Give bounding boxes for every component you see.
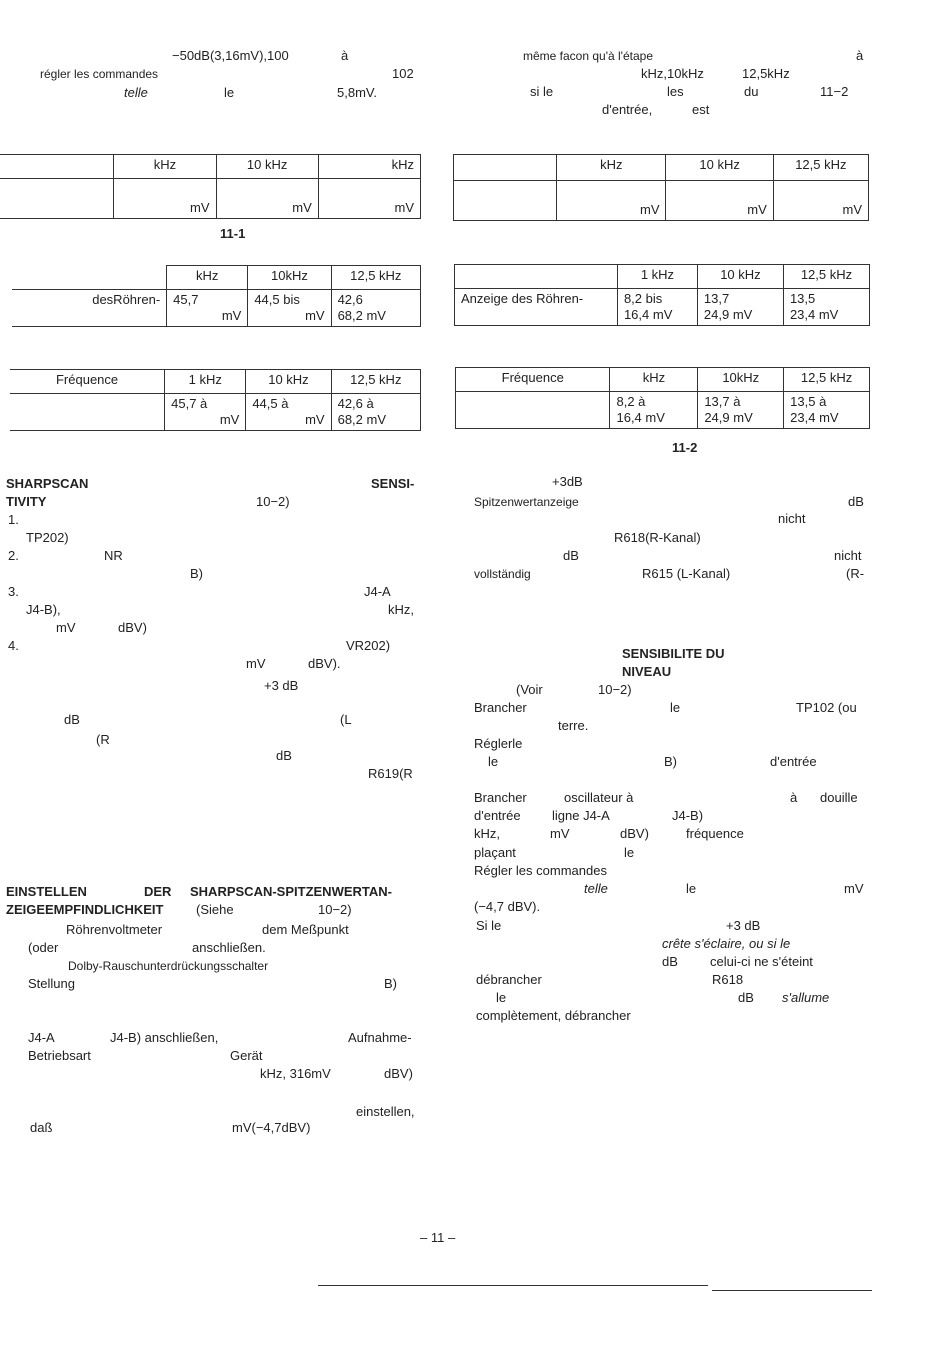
table-cell: 12,5 kHz xyxy=(773,155,868,181)
cell-line: 45,7 à xyxy=(171,396,208,411)
table-row xyxy=(454,181,869,221)
text: dB xyxy=(563,548,579,563)
table-cell xyxy=(10,394,165,431)
table-row xyxy=(10,370,421,394)
text: einstellen, xyxy=(356,1104,415,1119)
table-cell: 10 kHz xyxy=(697,265,783,289)
section-heading: NIVEAU xyxy=(622,664,672,679)
text: Spitzenwertanzeige xyxy=(474,495,579,509)
cell-line: 24,9 mV xyxy=(703,307,753,322)
table-cell: 1 kHz xyxy=(165,370,246,394)
cell-line: 8,2 à xyxy=(616,394,646,409)
table-1 xyxy=(0,154,421,219)
text: R619(R xyxy=(368,766,413,781)
table-cell: mV xyxy=(773,181,868,221)
text: dB xyxy=(848,494,864,509)
text: J4-B) anschließen, xyxy=(110,1030,219,1045)
cell-line: 23,4 mV xyxy=(789,307,839,322)
cell-line: 13,7 à xyxy=(704,394,741,409)
text: telle xyxy=(584,881,608,896)
text: le xyxy=(488,754,499,769)
table-row xyxy=(12,266,421,290)
table-cell: 10 kHz xyxy=(246,370,331,394)
text: le xyxy=(496,990,507,1005)
text: dBV) xyxy=(118,620,147,635)
text: du xyxy=(744,84,759,99)
text: dB xyxy=(662,954,678,969)
text: si le xyxy=(530,84,554,99)
table-cell: kHz xyxy=(167,266,248,290)
cell-line: 23,4 mV xyxy=(790,410,839,425)
text: dBV) xyxy=(620,826,649,841)
table-cell: 12,5 kHz xyxy=(331,266,420,290)
section-heading: SHARPSCAN-SPITZENWERTAN- xyxy=(190,884,392,899)
table-cell: mV xyxy=(557,181,666,221)
text: TP102 (ou xyxy=(796,700,857,715)
text: fréquence xyxy=(686,826,744,841)
text: 5,8mV. xyxy=(337,85,377,100)
text: dB xyxy=(64,712,80,727)
table-cell xyxy=(784,392,870,429)
text: +3dB xyxy=(552,474,583,489)
table-cell: kHz xyxy=(610,368,698,392)
text: à xyxy=(790,790,798,805)
text: (R xyxy=(96,732,110,747)
table-cell xyxy=(610,392,698,429)
text: terre. xyxy=(558,718,589,733)
text: 11−2 xyxy=(820,84,849,99)
text: J4-B), xyxy=(26,602,61,617)
table-3 xyxy=(12,265,421,327)
section-heading: SENSIBILITE DU xyxy=(622,646,725,661)
text: Betriebsart xyxy=(28,1048,91,1063)
text: mV xyxy=(246,656,266,671)
table-cell: 10 kHz xyxy=(216,155,318,179)
table-cell xyxy=(167,290,248,327)
text: mV xyxy=(550,826,570,841)
text: celui-ci ne s'éteint xyxy=(710,954,813,969)
table-cell: 10kHz xyxy=(248,266,331,290)
table-row xyxy=(454,155,869,181)
text: Röhrenvoltmeter xyxy=(66,922,163,937)
table-cell xyxy=(455,265,618,289)
table-cell xyxy=(617,289,697,326)
table-row xyxy=(455,289,870,326)
text: R618(R-Kanal) xyxy=(614,530,701,545)
cell-line: 44,5 à xyxy=(252,396,289,411)
cell-line: 13,7 xyxy=(703,291,730,306)
table-row xyxy=(455,265,870,289)
text: dB xyxy=(738,990,754,1005)
text: (Siehe xyxy=(196,902,234,917)
text: 10−2) xyxy=(318,902,352,917)
table-cell xyxy=(331,290,420,327)
text: +3 dB xyxy=(726,918,761,933)
table-row xyxy=(12,290,421,327)
table-cell xyxy=(248,290,331,327)
table-2 xyxy=(453,154,869,221)
table-cell: 10kHz xyxy=(698,368,784,392)
text: telle xyxy=(124,85,148,100)
table-cell xyxy=(783,289,869,326)
table-cell xyxy=(165,394,246,431)
table-cell xyxy=(454,181,557,221)
text: Si le xyxy=(476,918,502,933)
table-cell xyxy=(0,179,114,219)
text: (L xyxy=(340,712,352,727)
table-cell xyxy=(698,392,784,429)
page-number: – 11 – xyxy=(420,1230,456,1245)
table-cell xyxy=(12,266,167,290)
text: dBV) xyxy=(384,1066,413,1081)
cell-line: 16,4 mV xyxy=(616,410,665,425)
cell-line: 13,5 à xyxy=(790,394,827,409)
text: douille xyxy=(820,790,858,805)
text: 12,5kHz xyxy=(742,66,790,81)
table-row xyxy=(456,392,870,429)
text: dB xyxy=(276,748,292,763)
table-caption: 11-2 xyxy=(672,440,698,455)
text: dBV). xyxy=(308,656,341,671)
text: kHz,10kHz xyxy=(641,66,704,81)
step-number: 2. xyxy=(8,548,19,563)
divider xyxy=(712,1290,872,1291)
section-heading: SENSI- xyxy=(371,476,415,491)
table-row xyxy=(0,155,421,179)
text: mV xyxy=(844,881,864,896)
text: d'entrée, xyxy=(602,102,653,117)
cell-line: 42,6 xyxy=(337,292,363,307)
text: +3 dB xyxy=(264,678,299,693)
text: TP202) xyxy=(26,530,69,545)
section-heading: TIVITY xyxy=(6,494,47,509)
text: plaçant xyxy=(474,845,516,860)
text: kHz, xyxy=(388,602,414,617)
text: nicht xyxy=(834,548,862,563)
text: 10−2) xyxy=(598,682,632,697)
text: nicht xyxy=(778,511,806,526)
text: est xyxy=(692,102,710,117)
text: d'entrée xyxy=(474,808,521,823)
table-cell xyxy=(246,394,331,431)
text: R618 xyxy=(712,972,744,987)
table-row xyxy=(456,368,870,392)
text: Brancher xyxy=(474,790,527,805)
table-cell: Fréquence xyxy=(456,368,610,392)
table-cell: mV xyxy=(318,179,420,219)
text: Gerät xyxy=(230,1048,263,1063)
text: le xyxy=(624,845,635,860)
text: débrancher xyxy=(476,972,542,987)
cell-line: mV xyxy=(219,412,240,427)
text: Brancher xyxy=(474,700,527,715)
text: Dolby-Rauschunterdrückungsschalter xyxy=(68,959,269,973)
table-6 xyxy=(455,367,870,429)
cell-line: 16,4 mV xyxy=(623,307,673,322)
text: Régler les commandes xyxy=(474,863,607,878)
table-cell: desRöhren- xyxy=(12,290,167,327)
text: 10−2) xyxy=(256,494,290,509)
cell-line: 13,5 xyxy=(789,291,816,306)
cell-line: mV xyxy=(305,308,325,323)
text: mV(−4,7dBV) xyxy=(232,1120,311,1135)
text: 102 xyxy=(392,66,414,81)
table-cell xyxy=(456,392,610,429)
text: dem Meßpunkt xyxy=(262,922,349,937)
text: kHz, xyxy=(474,826,500,841)
text: VR202) xyxy=(346,638,391,653)
text: B) xyxy=(664,754,677,769)
table-cell: 12,5 kHz xyxy=(331,370,420,394)
cell-line: 44,5 bis xyxy=(254,292,300,307)
text: le xyxy=(670,700,681,715)
text: J4-A xyxy=(364,584,391,599)
table-cell: Fréquence xyxy=(10,370,165,394)
text: (oder xyxy=(28,940,59,955)
text: crête s'éclaire, ou si le xyxy=(662,936,791,951)
text: (−4,7 dBV). xyxy=(474,899,541,914)
section-heading: ZEIGEEMPFINDLICHKEIT xyxy=(6,902,164,917)
cell-line: 68,2 mV xyxy=(337,308,386,323)
cell-line: 24,9 mV xyxy=(704,410,753,425)
text: kHz, 316mV xyxy=(260,1066,331,1081)
text: les xyxy=(667,84,684,99)
step-number: 3. xyxy=(8,584,19,599)
table-cell: 10 kHz xyxy=(666,155,773,181)
table-5 xyxy=(10,369,421,431)
text: (R- xyxy=(846,566,865,581)
table-cell: mV xyxy=(666,181,773,221)
cell-line: 45,7 xyxy=(173,292,199,307)
table-caption: 11-1 xyxy=(220,226,246,241)
text: le xyxy=(224,85,235,100)
cell-line: mV xyxy=(305,412,325,427)
text: à xyxy=(856,48,864,63)
table-cell: mV xyxy=(216,179,318,219)
step-number: 1. xyxy=(8,512,19,527)
text: B) xyxy=(384,976,397,991)
table-cell xyxy=(0,155,114,179)
table-cell xyxy=(331,394,420,431)
table-cell: mV xyxy=(114,179,216,219)
table-cell: Anzeige des Röhren- xyxy=(455,289,618,326)
text: même facon qu'à l'étape xyxy=(523,49,653,63)
text: Aufnahme- xyxy=(348,1030,412,1045)
text: à xyxy=(341,48,349,63)
text: s'allume xyxy=(782,990,830,1005)
section-heading: DER xyxy=(144,884,172,899)
text: J4-B) xyxy=(672,808,704,823)
text: (Voir xyxy=(516,682,543,697)
text: oscillateur à xyxy=(564,790,634,805)
table-cell: 12,5 kHz xyxy=(784,368,870,392)
text: vollständig xyxy=(474,567,531,581)
text: ligne J4-A xyxy=(552,808,610,823)
text: R615 (L-Kanal) xyxy=(642,566,731,581)
table-cell xyxy=(454,155,557,181)
table-cell: kHz xyxy=(318,155,420,179)
cell-line: 8,2 bis xyxy=(623,291,663,306)
text: Stellung xyxy=(28,976,75,991)
text: complètement, débrancher xyxy=(476,1008,631,1023)
table-cell xyxy=(697,289,783,326)
cell-line: 42,6 à xyxy=(337,396,374,411)
table-cell: 1 kHz xyxy=(617,265,697,289)
text: mV xyxy=(56,620,76,635)
text: B) xyxy=(190,566,203,581)
text: anschließen. xyxy=(192,940,266,955)
text: d'entrée xyxy=(770,754,817,769)
cell-line: 68,2 mV xyxy=(337,412,387,427)
table-cell: kHz xyxy=(114,155,216,179)
section-heading: EINSTELLEN xyxy=(6,884,87,899)
divider xyxy=(318,1285,708,1286)
text: J4-A xyxy=(28,1030,55,1045)
text: régler les commandes xyxy=(40,67,159,81)
table-cell: kHz xyxy=(557,155,666,181)
text: Réglerle xyxy=(474,736,523,751)
text: le xyxy=(686,881,697,896)
table-row xyxy=(10,394,421,431)
step-number: 4. xyxy=(8,638,19,653)
cell-line: mV xyxy=(221,308,242,323)
text: daß xyxy=(30,1120,53,1135)
text: NR xyxy=(104,548,123,563)
table-row xyxy=(0,179,421,219)
table-4 xyxy=(454,264,870,326)
text: −50dB(3,16mV),100 xyxy=(172,48,289,63)
section-heading: SHARPSCAN xyxy=(6,476,89,491)
table-cell: 12,5 kHz xyxy=(783,265,869,289)
